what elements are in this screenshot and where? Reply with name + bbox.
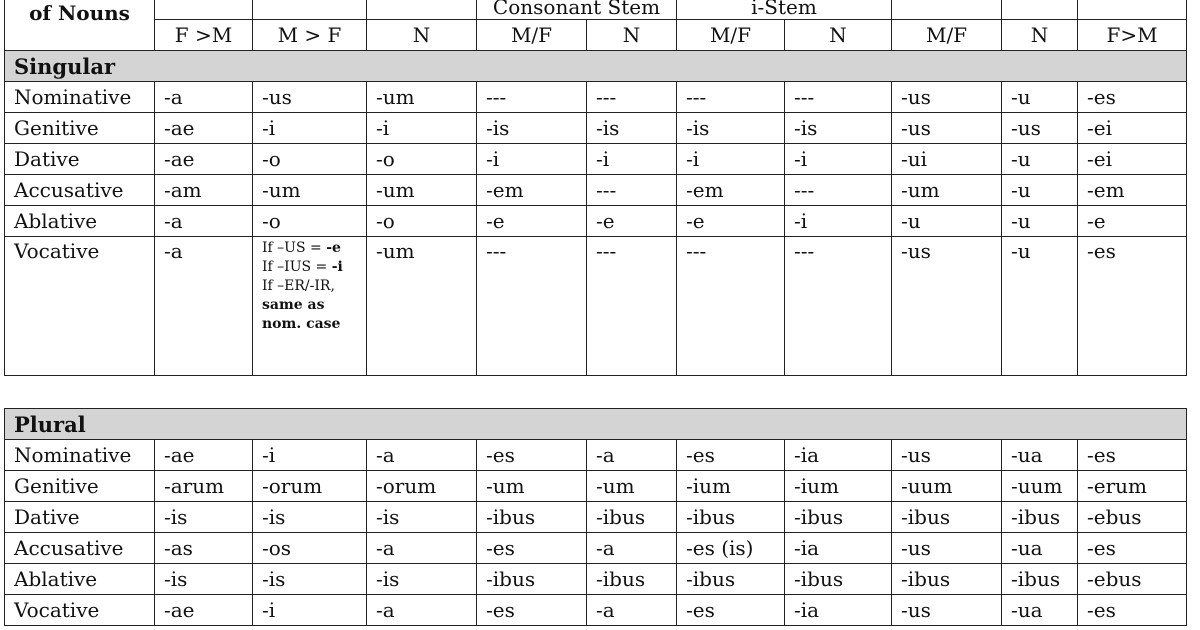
plural-table — [4, 408, 1187, 626]
section-header-singular — [5, 51, 1187, 82]
ending-cell: -ae — [155, 595, 253, 626]
ending-cell: -orum — [253, 471, 367, 502]
ending-cell: -i — [253, 595, 367, 626]
ending-cell: -um — [477, 471, 587, 502]
ending-cell: -a — [587, 440, 677, 471]
ending-cell: -o — [367, 206, 477, 237]
ending-cell: -ibus — [785, 564, 892, 595]
ending-cell: -o — [253, 144, 367, 175]
ending-cell: --- — [785, 175, 892, 206]
ending-cell: -em — [1078, 175, 1187, 206]
table-row — [5, 471, 1187, 502]
ending-cell: -is — [253, 502, 367, 533]
ending-cell: -ae — [155, 113, 253, 144]
ending-cell: -i — [253, 440, 367, 471]
header-row-genders — [5, 20, 1187, 51]
case-label: Accusative — [5, 533, 155, 564]
consonant-stem-label: Consonant Stem — [477, 0, 677, 20]
ending-cell: -ei — [1078, 144, 1187, 175]
ending-cell: -erum — [1078, 471, 1187, 502]
ending-cell: -i — [367, 113, 477, 144]
ending-cell: -ibus — [477, 564, 587, 595]
ending-cell: -is — [477, 113, 587, 144]
case-label: Vocative — [5, 237, 155, 376]
gender-header: N — [1002, 20, 1078, 51]
case-label: Accusative — [5, 175, 155, 206]
ending-cell: -us — [892, 113, 1002, 144]
ending-cell: -u — [1002, 175, 1078, 206]
ending-cell: -es — [677, 595, 785, 626]
table-row — [5, 82, 1187, 113]
ending-cell: --- — [587, 237, 677, 376]
ending-cell: -ua — [1002, 533, 1078, 564]
ending-cell: -e — [677, 206, 785, 237]
ending-cell: --- — [477, 237, 587, 376]
ending-cell: -i — [587, 144, 677, 175]
table-row — [5, 113, 1187, 144]
ending-cell: -um — [367, 175, 477, 206]
header-blank — [155, 0, 253, 20]
i-stem-label: i-Stem — [677, 0, 892, 20]
ending-cell: -es — [1078, 440, 1187, 471]
ending-cell: -is — [785, 113, 892, 144]
case-label: Nominative — [5, 440, 155, 471]
table-row — [5, 206, 1187, 237]
header-row-stems — [5, 0, 1187, 20]
ending-cell: -u — [1002, 237, 1078, 376]
ending-cell: -us — [892, 533, 1002, 564]
gender-header: M/F — [677, 20, 785, 51]
table-row — [5, 533, 1187, 564]
ending-cell: -ae — [155, 144, 253, 175]
note-text: If –ER/-IR, — [262, 278, 335, 294]
ending-cell: -ibus — [587, 502, 677, 533]
ending-cell: -ua — [1002, 595, 1078, 626]
ending-cell: --- — [785, 237, 892, 376]
ending-cell: -i — [677, 144, 785, 175]
ending-cell: -ebus — [1078, 564, 1187, 595]
vocative-note — [253, 237, 367, 376]
ending-cell: -i — [477, 144, 587, 175]
gender-header: N — [367, 20, 477, 51]
ending-cell: -e — [1078, 206, 1187, 237]
ending-cell: -is — [677, 113, 785, 144]
ending-cell: --- — [587, 175, 677, 206]
ending-cell: -ibus — [677, 564, 785, 595]
ending-cell: -is — [253, 564, 367, 595]
ending-cell: -uum — [892, 471, 1002, 502]
ending-cell: -is — [587, 113, 677, 144]
declension-chart — [4, 0, 1186, 626]
ending-cell: -ibus — [587, 564, 677, 595]
ending-cell: -us — [892, 82, 1002, 113]
ending-cell: -ibus — [1002, 564, 1078, 595]
corner-label: of Nouns — [5, 0, 155, 51]
ending-cell: -em — [477, 175, 587, 206]
ending-cell: -ibus — [477, 502, 587, 533]
gender-header: F>M — [1078, 20, 1187, 51]
header-blank — [1078, 0, 1187, 20]
ending-cell: -ua — [1002, 440, 1078, 471]
ending-cell: -es — [1078, 237, 1187, 376]
ending-cell: -i — [785, 144, 892, 175]
ending-cell: -a — [587, 595, 677, 626]
table-row — [5, 237, 1187, 376]
ending-cell: -ibus — [785, 502, 892, 533]
header-blank — [892, 0, 1002, 20]
gender-header: N — [587, 20, 677, 51]
note-bold: nom. case — [262, 316, 341, 332]
table-row — [5, 502, 1187, 533]
ending-cell: -ia — [785, 533, 892, 564]
ending-cell: -ebus — [1078, 502, 1187, 533]
ending-cell: -am — [155, 175, 253, 206]
ending-cell: -is — [155, 564, 253, 595]
ending-cell: -u — [1002, 144, 1078, 175]
ending-cell: --- — [477, 82, 587, 113]
ending-cell: -ibus — [677, 502, 785, 533]
header-blank — [1002, 0, 1078, 20]
ending-cell: -es — [477, 440, 587, 471]
table-row — [5, 144, 1187, 175]
gender-header: F >M — [155, 20, 253, 51]
ending-cell: -us — [892, 595, 1002, 626]
section-label: Plural — [5, 409, 1187, 440]
ending-cell: -um — [253, 175, 367, 206]
ending-cell: -a — [367, 533, 477, 564]
ending-cell: -a — [155, 206, 253, 237]
ending-cell: -is — [155, 502, 253, 533]
ending-cell: -a — [155, 82, 253, 113]
ending-cell: -i — [253, 113, 367, 144]
singular-table — [4, 0, 1187, 376]
ending-cell: --- — [785, 82, 892, 113]
table-row — [5, 440, 1187, 471]
note-text: If –IUS = — [262, 259, 332, 275]
ending-cell: -i — [785, 206, 892, 237]
ending-cell: -a — [367, 440, 477, 471]
gender-header: M/F — [892, 20, 1002, 51]
ending-cell: -ia — [785, 440, 892, 471]
case-label: Genitive — [5, 471, 155, 502]
note-bold: -e — [326, 240, 341, 256]
ending-cell: --- — [677, 82, 785, 113]
gender-header: M > F — [253, 20, 367, 51]
section-header-plural — [5, 409, 1187, 440]
header-blank — [367, 0, 477, 20]
ending-cell: -os — [253, 533, 367, 564]
case-label: Genitive — [5, 113, 155, 144]
case-label: Vocative — [5, 595, 155, 626]
ending-cell: -u — [892, 206, 1002, 237]
ending-cell: -orum — [367, 471, 477, 502]
ending-cell: -us — [253, 82, 367, 113]
ending-cell: -e — [587, 206, 677, 237]
ending-cell: -ei — [1078, 113, 1187, 144]
ending-cell: -es — [477, 533, 587, 564]
ending-cell: -o — [253, 206, 367, 237]
ending-cell: -ae — [155, 440, 253, 471]
ending-cell: -o — [367, 144, 477, 175]
ending-cell: -es — [677, 440, 785, 471]
table-row — [5, 564, 1187, 595]
ending-cell: -ui — [892, 144, 1002, 175]
ending-cell: -e — [477, 206, 587, 237]
ending-cell: -u — [1002, 82, 1078, 113]
ending-cell: -ia — [785, 595, 892, 626]
ending-cell: -a — [587, 533, 677, 564]
ending-cell: -ibus — [1002, 502, 1078, 533]
ending-cell: -us — [892, 237, 1002, 376]
ending-cell: -arum — [155, 471, 253, 502]
ending-cell: -um — [892, 175, 1002, 206]
case-label: Dative — [5, 144, 155, 175]
ending-cell: -um — [367, 237, 477, 376]
ending-cell: --- — [677, 237, 785, 376]
case-label: Ablative — [5, 564, 155, 595]
ending-cell: -ium — [677, 471, 785, 502]
ending-cell: -es — [477, 595, 587, 626]
ending-cell: -um — [367, 82, 477, 113]
ending-cell: -u — [1002, 206, 1078, 237]
header-blank — [253, 0, 367, 20]
ending-cell: -us — [892, 440, 1002, 471]
ending-cell: -es (is) — [677, 533, 785, 564]
note-text: If –US = — [262, 240, 327, 256]
table-row — [5, 595, 1187, 626]
ending-cell: -ibus — [892, 502, 1002, 533]
case-label: Ablative — [5, 206, 155, 237]
ending-cell: -ibus — [892, 564, 1002, 595]
ending-cell: -a — [155, 237, 253, 376]
note-bold: same as — [262, 297, 325, 313]
ending-cell: -is — [367, 502, 477, 533]
case-label: Dative — [5, 502, 155, 533]
ending-cell: -is — [367, 564, 477, 595]
gender-header: N — [785, 20, 892, 51]
ending-cell: -a — [367, 595, 477, 626]
ending-cell: -es — [1078, 595, 1187, 626]
ending-cell: -um — [587, 471, 677, 502]
ending-cell: -us — [1002, 113, 1078, 144]
gender-header: M/F — [477, 20, 587, 51]
ending-cell: -em — [677, 175, 785, 206]
note-bold: -i — [331, 259, 343, 275]
table-row — [5, 175, 1187, 206]
ending-cell: --- — [587, 82, 677, 113]
case-label: Nominative — [5, 82, 155, 113]
ending-cell: -uum — [1002, 471, 1078, 502]
section-label: Singular — [5, 51, 1187, 82]
ending-cell: -ium — [785, 471, 892, 502]
ending-cell: -es — [1078, 533, 1187, 564]
ending-cell: -as — [155, 533, 253, 564]
ending-cell: -es — [1078, 82, 1187, 113]
